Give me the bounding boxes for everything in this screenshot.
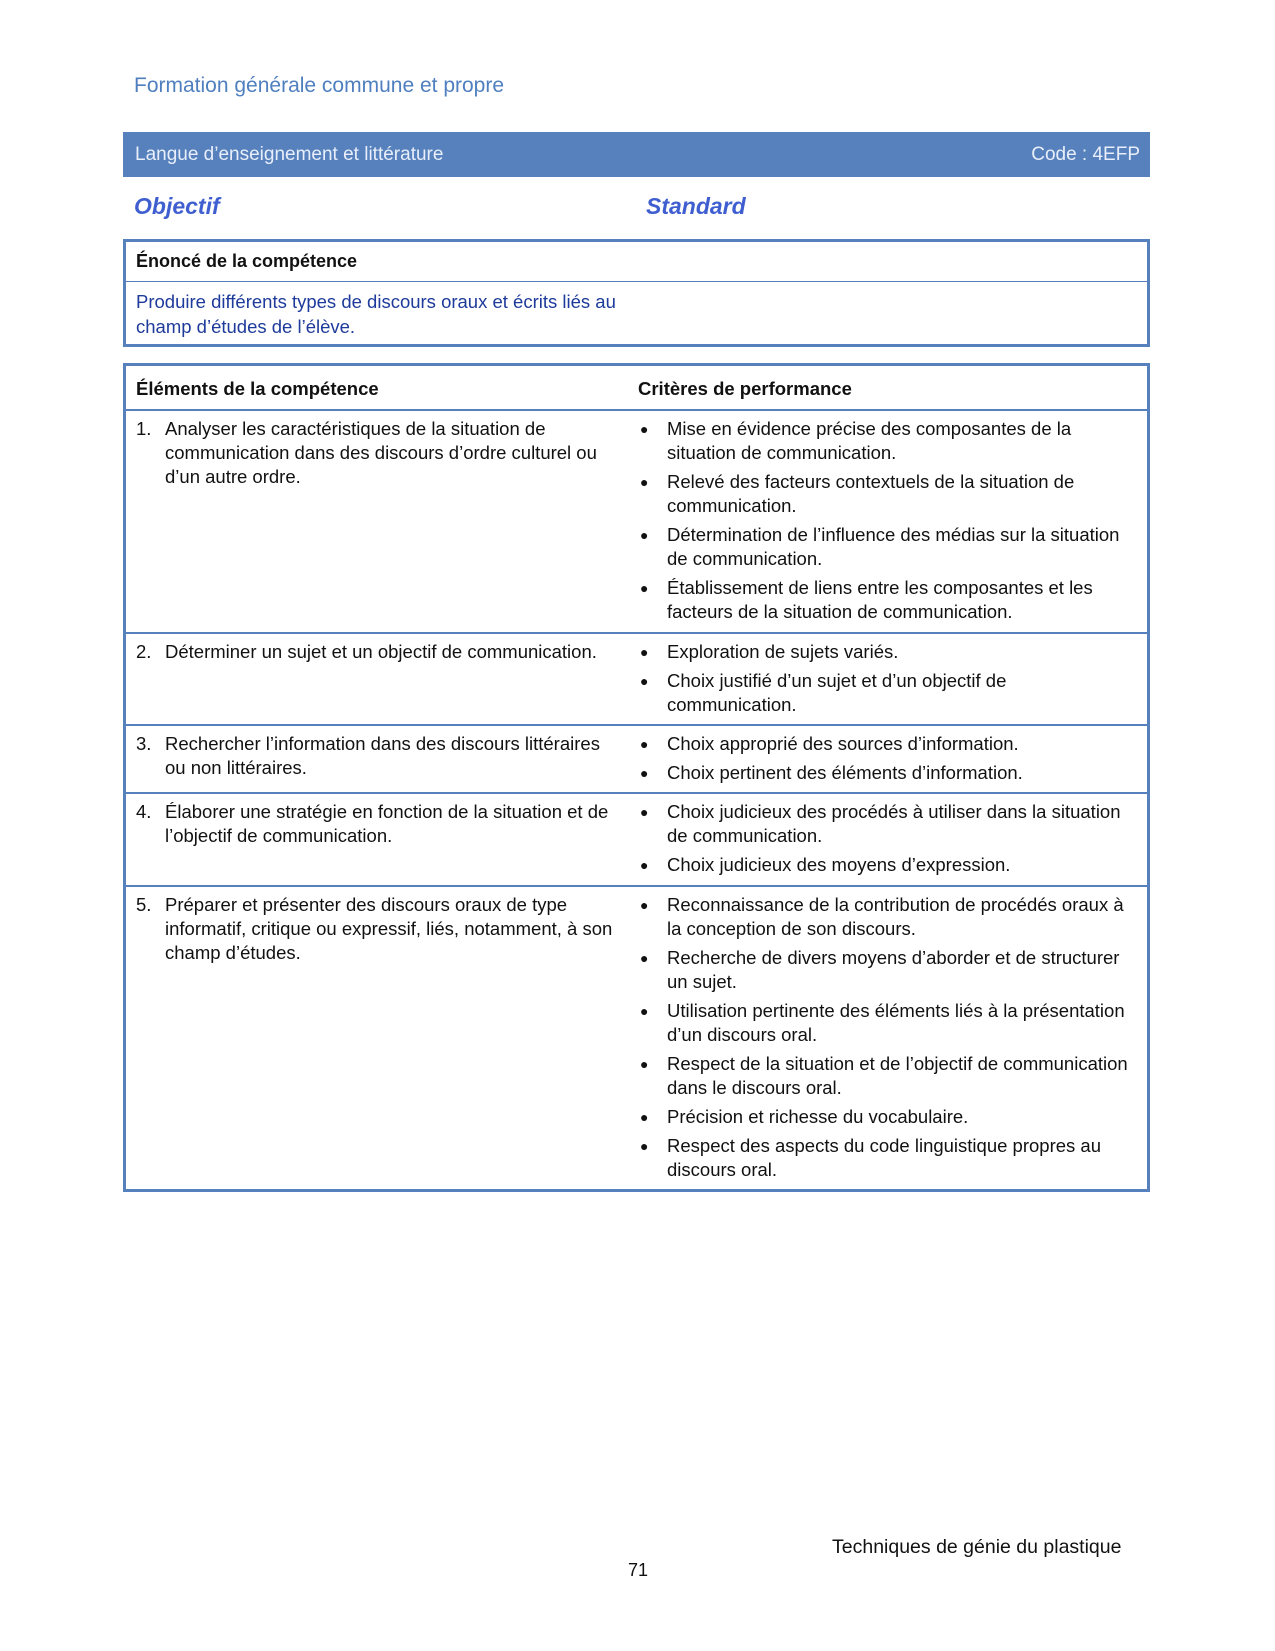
- bullet-icon: ●: [640, 421, 649, 437]
- element-number: 1.: [136, 418, 152, 439]
- table-row: [126, 794, 1147, 887]
- course-name: Langue d’enseignement et littérature: [135, 143, 444, 165]
- element-number: 3.: [136, 733, 152, 754]
- criterion: [638, 732, 1128, 756]
- criterion-text: Respect des aspects du code linguistique propres au discours oral.: [667, 1135, 1101, 1180]
- footer-program-name: Techniques de génie du plastique: [832, 1536, 1122, 1558]
- bullet-icon: ●: [640, 580, 649, 596]
- bullet-icon: ●: [640, 1056, 649, 1072]
- section-title: Formation générale commune et propre: [134, 74, 505, 97]
- criterion-text: Exploration de sujets variés.: [667, 641, 899, 662]
- bullet-icon: ●: [640, 673, 649, 689]
- criterion: [638, 1134, 1128, 1182]
- criterion-text: Respect de la situation et de l’objectif de communication dans le discours oral.: [667, 1053, 1128, 1098]
- element-number: 5.: [136, 894, 152, 915]
- element-cell: [126, 634, 638, 724]
- bullet-icon: ●: [640, 474, 649, 490]
- bullet-icon: ●: [640, 736, 649, 752]
- criterion-text: Détermination de l’influence des médias sur la situation de communication.: [667, 524, 1120, 569]
- criterion-text: Choix judicieux des moyens d’expression.: [667, 854, 1011, 875]
- bullet-icon: ●: [640, 950, 649, 966]
- criterion: [638, 417, 1128, 465]
- table-row: [126, 726, 1147, 794]
- criterion-text: Utilisation pertinente des éléments liés à la présentation d’un discours oral.: [667, 1000, 1125, 1045]
- criterion-text: Établissement de liens entre les composantes et les facteurs de la situation de communication.: [667, 577, 1093, 622]
- criteria-list: [638, 794, 1128, 885]
- criterion: [638, 669, 1128, 717]
- element-cell: [126, 887, 638, 1189]
- bullet-icon: ●: [640, 857, 649, 873]
- criterion: [638, 893, 1128, 941]
- page-number: 71: [628, 1560, 649, 1580]
- criterion-text: Choix approprié des sources d’information.: [667, 733, 1019, 754]
- criterion: [638, 470, 1128, 518]
- bullet-icon: ●: [640, 644, 649, 660]
- criterion-text: Mise en évidence précise des composantes de la situation de communication.: [667, 418, 1072, 463]
- bullet-icon: ●: [640, 804, 649, 820]
- criteria-list: [638, 887, 1128, 1189]
- criterion: [638, 761, 1128, 785]
- criteria-list: [638, 634, 1128, 724]
- element-number: 2.: [136, 641, 152, 662]
- criterion-text: Relevé des facteurs contextuels de la situation de communication.: [667, 471, 1075, 516]
- element-cell: [126, 726, 638, 792]
- table-row: [126, 411, 1147, 634]
- criterion: [638, 523, 1128, 571]
- header-elements: Éléments de la compétence: [136, 378, 379, 399]
- bullet-icon: ●: [640, 527, 649, 543]
- criterion: [638, 999, 1128, 1047]
- criterion: [638, 946, 1128, 994]
- competence-table: [123, 363, 1150, 1192]
- standard-heading: Standard: [646, 193, 746, 219]
- element-text: Élaborer une stratégie en fonction de la situation et de l’objectif de communication.: [165, 801, 609, 846]
- statement-heading: Énoncé de la compétence: [126, 242, 1147, 282]
- bullet-icon: ●: [640, 897, 649, 913]
- criterion: [638, 576, 1128, 624]
- criterion-text: Choix judicieux des procédés à utiliser dans la situation de communication.: [667, 801, 1121, 846]
- criterion: [638, 1052, 1128, 1100]
- element-text: Préparer et présenter des discours oraux de type informatif, critique ou expressif, liés, notamment, à son champ d’études.: [165, 894, 613, 963]
- element-cell: [126, 411, 638, 632]
- criterion-text: Choix pertinent des éléments d’information.: [667, 762, 1023, 783]
- course-code: Code : 4EFP: [1031, 143, 1140, 165]
- element-text: Déterminer un sujet et un objectif de communication.: [165, 641, 597, 662]
- criterion-text: Reconnaissance de la contribution de procédés oraux à la conception de son discours.: [667, 894, 1124, 939]
- bullet-icon: ●: [640, 1109, 649, 1125]
- element-text: Rechercher l’information dans des discours littéraires ou non littéraires.: [165, 733, 600, 778]
- objective-heading: Objectif: [134, 193, 220, 219]
- criterion: [638, 853, 1128, 877]
- element-text: Analyser les caractéristiques de la situation de communication dans des discours d’ordre culturel ou d’un autre ordre.: [165, 418, 597, 487]
- table-header: [126, 366, 1147, 411]
- criteria-list: [638, 726, 1128, 792]
- criterion-text: Précision et richesse du vocabulaire.: [667, 1106, 969, 1127]
- bullet-icon: ●: [640, 1138, 649, 1154]
- course-header-bar: [123, 132, 1150, 177]
- bullet-icon: ●: [640, 1003, 649, 1019]
- criterion-text: Recherche de divers moyens d’aborder et de structurer un sujet.: [667, 947, 1120, 992]
- criterion-text: Choix justifié d’un sujet et d’un objectif de communication.: [667, 670, 1007, 715]
- table-row: [126, 887, 1147, 1189]
- bullet-icon: ●: [640, 765, 649, 781]
- element-number: 4.: [136, 801, 152, 822]
- criterion: [638, 640, 1128, 664]
- statement-text: Produire différents types de discours oraux et écrits liés au champ d’études de l’élève.: [136, 291, 616, 337]
- competence-statement-box: [123, 239, 1150, 347]
- criteria-list: [638, 411, 1128, 632]
- header-criteria: Critères de performance: [638, 378, 852, 399]
- table-row: [126, 634, 1147, 726]
- criterion: [638, 800, 1128, 848]
- element-cell: [126, 794, 638, 885]
- criterion: [638, 1105, 1128, 1129]
